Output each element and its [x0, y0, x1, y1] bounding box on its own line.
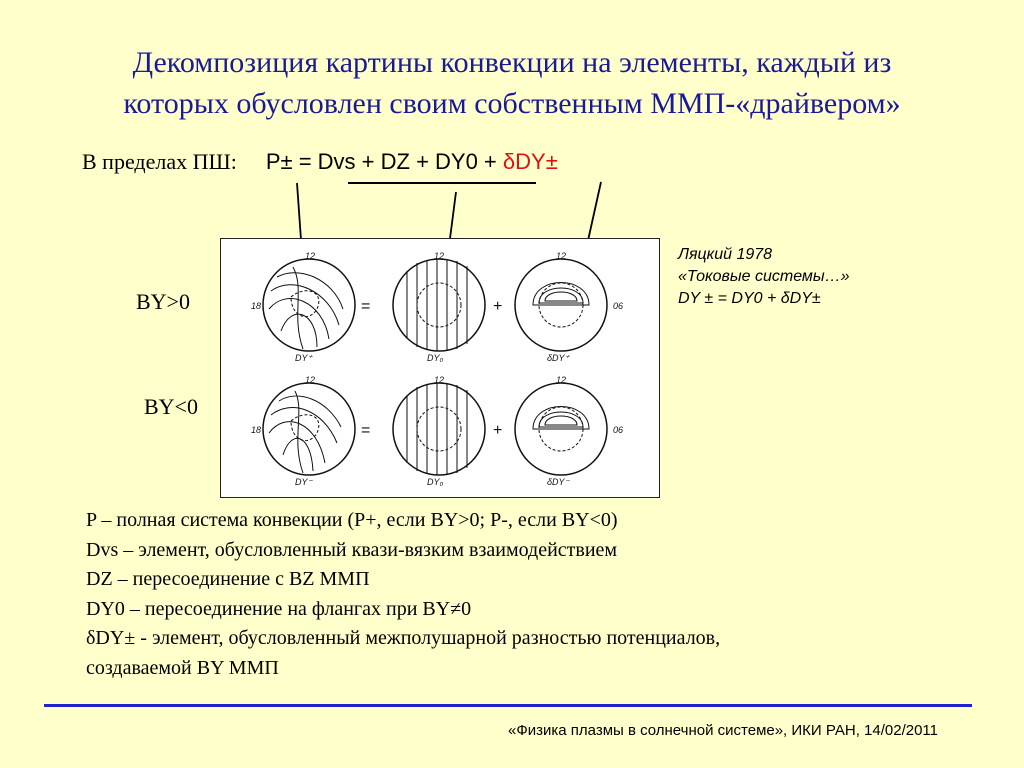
label-noon: 12	[305, 375, 316, 385]
label-delta-dy-minus: δDY⁻	[547, 477, 570, 487]
formula-colon: :	[230, 149, 237, 174]
definition-item: P – полная система конвекции (P+, если BY>0; P-, если BY<0)	[86, 509, 618, 531]
title-line-1: Декомпозиция картины конвекции на элементы, каждый из	[132, 46, 892, 79]
label-dy0: DY₀	[427, 353, 444, 363]
diagram-p-plus	[251, 251, 355, 363]
row-label-by-positive: BY>0	[136, 289, 190, 314]
label-noon: 12	[556, 251, 567, 261]
plus-sign: +	[493, 422, 503, 439]
definition-item: DY0 – пересоединение на флангах при BY≠0	[86, 597, 472, 620]
diagram-delta-dy-plus	[515, 251, 623, 363]
label-dusk: 18	[251, 425, 262, 435]
label-dy-minus: DY⁻	[295, 477, 313, 487]
diagram-dvs-row2	[393, 375, 485, 487]
label-dusk: 18	[251, 301, 262, 311]
label-noon: 12	[434, 251, 445, 261]
reference-line-2: «Токовые системы…»	[678, 268, 850, 285]
label-noon: 12	[556, 375, 567, 385]
formula-prefix: В пределах ПШ	[82, 149, 231, 174]
formula-red-term: δDY±	[502, 149, 558, 174]
definition-item: DZ – пересоединение с BZ ММП	[86, 568, 370, 590]
formula-main: P± = Dvs + DZ + DY0 +	[265, 149, 503, 174]
row-label-by-negative: BY<0	[144, 394, 198, 419]
reference-note	[678, 244, 850, 310]
label-noon: 12	[305, 251, 316, 261]
plus-sign: +	[493, 298, 503, 315]
diagram-dvs-row1	[393, 251, 485, 363]
footer-text: «Физика плазмы в солнечной системе», ИКИ РАН, 14/02/2011	[507, 722, 938, 739]
label-dawn: 06	[613, 425, 624, 435]
label-dawn: 06	[613, 301, 624, 311]
definition-item: δDY± - элемент, обусловленный межполушарной разностью потенциалов,	[86, 627, 721, 649]
label-delta-dy-plus: δDY⁺	[547, 353, 570, 363]
reference-line-1: Ляцкий 1978	[678, 246, 773, 263]
label-dy0: DY₀	[427, 477, 444, 487]
equals-sign: =	[361, 422, 371, 439]
equals-sign: =	[361, 298, 371, 315]
convection-figure	[220, 238, 660, 498]
definition-item: Dvs – элемент, обусловленный квази-вязким взаимодействием	[86, 538, 618, 561]
diagram-p-minus	[251, 375, 355, 487]
definitions-list	[86, 506, 966, 683]
definition-item: создаваемой BY ММП	[86, 656, 279, 679]
diagram-delta-dy-minus	[515, 375, 623, 487]
convection-diagrams	[221, 239, 659, 497]
title-line-2: которых обусловлен своим собственным ММП-«драйвером»	[123, 87, 901, 120]
reference-line-3: DY ± = DY0 + δDY±	[678, 290, 821, 307]
label-dy-plus: DY⁺	[295, 353, 313, 363]
label-noon: 12	[434, 375, 445, 385]
footer-divider	[44, 704, 972, 707]
